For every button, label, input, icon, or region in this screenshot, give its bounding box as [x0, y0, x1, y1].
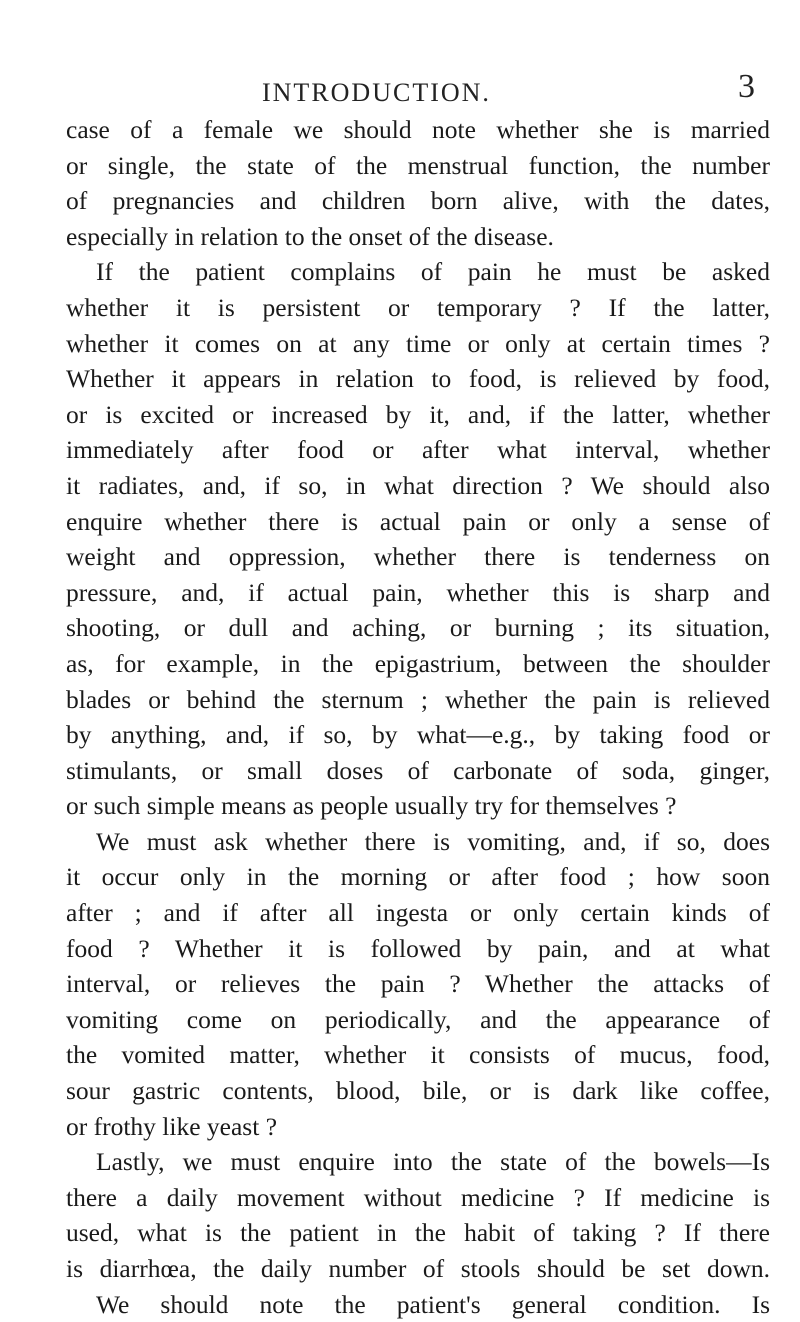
text-line: enquire whether there is actual pain or only a sense of [66, 506, 770, 536]
text-line: or is excited or increased by it, and, if the latter, whether [66, 399, 770, 429]
text-line: weight and oppression, whether there is tenderness on [66, 542, 770, 572]
text-line: Whether it appears in relation to food, is relieved by food, [66, 364, 770, 394]
text-line: or such simple means as people usually try for themselves ? [66, 791, 677, 821]
text-line: We must ask whether there is vomiting, and, if so, does [96, 826, 770, 856]
text-line: the vomited matter, whether it consists of mucus, food, [66, 1040, 770, 1070]
text-line: as, for example, in the epigastrium, between the shoulder [66, 648, 770, 678]
text-line: or frothy like yeast ? [66, 1111, 278, 1141]
body-text [66, 112, 770, 1322]
text-line: sour gastric contents, blood, bile, or is dark like coffee, [66, 1076, 770, 1106]
text-line: vomiting come on periodically, and the appearance of [66, 1004, 770, 1034]
text-line: it occur only in the morning or after food ; how soon [66, 862, 770, 892]
text-line: stimulants, or small doses of carbonate of soda, ginger, [66, 755, 770, 785]
text-line: especially in relation to the onset of the disease. [66, 221, 554, 251]
text-line: used, what is the patient in the habit of taking ? If there [66, 1218, 770, 1248]
text-line: is diarrhœa, the daily number of stools should be set down. [66, 1254, 770, 1283]
text-line: food ? Whether it is followed by pain, and at what [66, 933, 770, 963]
text-line: Lastly, we must enquire into the state of the bowels—Is [96, 1147, 770, 1177]
text-line: after ; and if after all ingesta or only certain kinds of [66, 898, 770, 928]
text-line: of pregnancies and children born alive, with the dates, [66, 186, 770, 216]
text-line: pressure, and, if actual pain, whether this is sharp and [66, 577, 770, 607]
text-line: If the patient complains of pain he must be asked [96, 257, 770, 287]
text-line: by anything, and, if so, by what—e.g., by taking food or [66, 720, 770, 750]
text-line: it radiates, and, if so, in what direction ? We should also [66, 470, 770, 500]
text-line: immediately after food or after what interval, whether [66, 435, 770, 465]
text-line: whether it is persistent or temporary ? If the latter, [66, 292, 770, 322]
text-line: there a daily movement without medicine ? If medicine is [66, 1182, 770, 1212]
text-line: or single, the state of the menstrual function, the number [66, 150, 770, 180]
text-line: case of a female we should note whether she is married [66, 115, 770, 144]
page-number: 3 [738, 68, 755, 105]
text-line: We should note the patient's general condition. Is [96, 1289, 770, 1319]
text-line: shooting, or dull and aching, or burning ; its situation, [66, 613, 770, 643]
text-line: blades or behind the sternum ; whether the pain is relieved [66, 684, 770, 714]
running-head [0, 68, 800, 108]
running-title: INTRODUCTION. [262, 78, 491, 107]
text-line: interval, or relieves the pain ? Whether the attacks of [66, 969, 770, 999]
text-line: whether it comes on at any time or only at certain times ? [66, 328, 770, 358]
